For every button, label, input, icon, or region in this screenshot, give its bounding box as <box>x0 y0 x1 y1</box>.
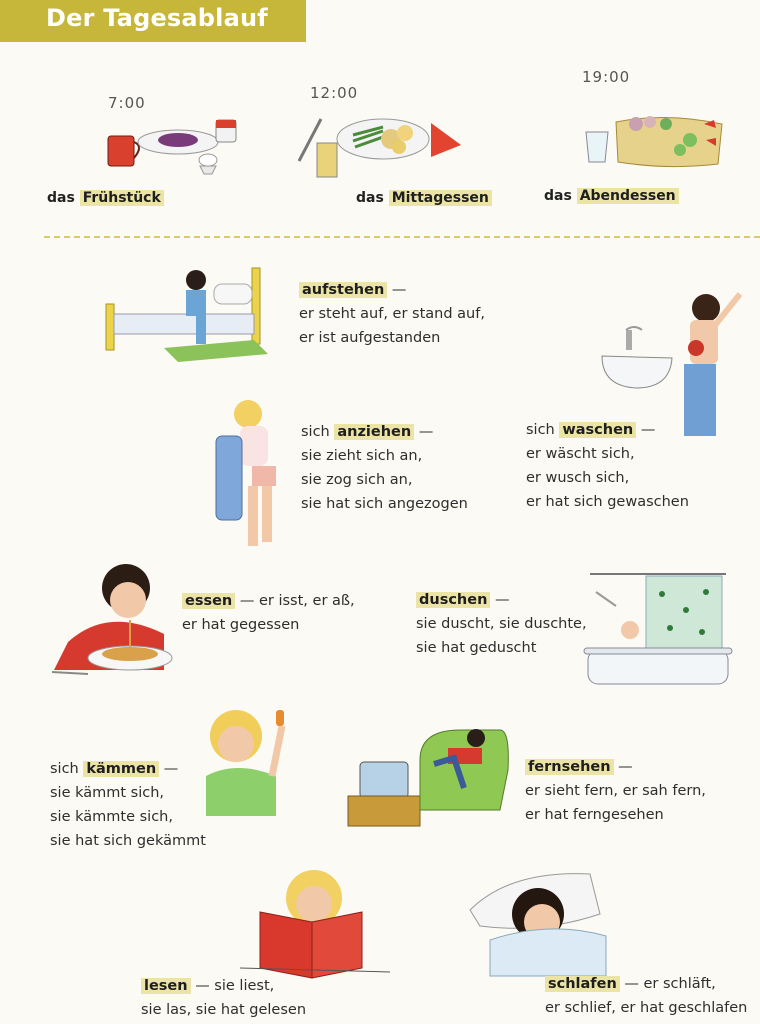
verb-highlight: lesen <box>141 978 191 994</box>
dashed-divider <box>44 236 760 238</box>
form-line: er schlief, er hat geschlafen <box>545 1000 748 1016</box>
entry-aufstehen <box>299 278 485 350</box>
entry-headline <box>526 418 689 442</box>
form-line: sie hat geduscht <box>416 640 537 656</box>
dinner-time: 19:00 <box>582 68 631 86</box>
form-line: sie zieht sich an, <box>301 448 423 464</box>
form-line: er hat ferngesehen <box>525 807 664 823</box>
verb-highlight: essen <box>182 593 235 609</box>
article: das <box>544 188 572 204</box>
form-line: er steht auf, er stand auf, <box>299 306 485 322</box>
dash: — <box>495 592 510 608</box>
form-line: sie hat sich angezogen <box>301 496 468 512</box>
dash: — <box>618 759 633 775</box>
form-line: sie hat sich gekämmt <box>50 833 206 849</box>
verb-highlight: schlafen <box>545 976 620 992</box>
dash: — <box>418 424 434 440</box>
meal-word: Mittagessen <box>389 190 492 206</box>
dash: — er isst, er aß, <box>239 593 355 609</box>
form-line: er hat gegessen <box>182 617 300 633</box>
breakfast-illustration <box>100 110 250 180</box>
lunch-illustration <box>295 105 470 185</box>
verb-highlight: fernsehen <box>525 759 614 775</box>
form-line: er wusch sich, <box>526 470 630 486</box>
lunch-time: 12:00 <box>310 84 359 102</box>
verb-highlight: duschen <box>416 592 490 608</box>
dinner-illustration <box>580 110 730 170</box>
form-line: er ist aufgestanden <box>299 330 441 346</box>
entry-headline <box>50 757 206 781</box>
combing-girl-illustration <box>200 706 300 816</box>
meal-word: Frühstück <box>80 190 164 206</box>
dash: — <box>163 761 179 777</box>
dash: — <box>640 422 656 438</box>
dressing-girl-illustration <box>212 396 292 556</box>
form-line: er wäscht sich, <box>526 446 635 462</box>
entry-kaemmen <box>50 757 206 853</box>
reading-girl-illustration <box>240 868 390 978</box>
verb-highlight: aufstehen <box>299 282 387 298</box>
meal-label-breakfast <box>47 190 164 206</box>
article: das <box>356 190 384 206</box>
dash: — <box>391 282 407 298</box>
entry-headline <box>301 420 468 444</box>
form-line: sie zog sich an, <box>301 472 413 488</box>
dash: — er schläft, <box>624 976 716 992</box>
breakfast-time: 7:00 <box>108 94 146 112</box>
form-line: er hat sich gewaschen <box>526 494 689 510</box>
meal-label-lunch <box>356 190 492 206</box>
reflexive-prefix: sich <box>50 761 79 777</box>
entry-anziehen <box>301 420 468 516</box>
meal-word: Abendessen <box>577 188 679 204</box>
article: das <box>47 190 75 206</box>
entry-waschen <box>526 418 689 514</box>
form-line: er sieht fern, er sah fern, <box>525 783 706 799</box>
entry-essen <box>182 589 355 637</box>
entry-schlafen <box>545 972 747 1020</box>
meal-label-dinner <box>544 188 679 204</box>
dash: — sie liest, <box>195 978 275 994</box>
verb-highlight: kämmen <box>83 761 159 777</box>
verb-highlight: waschen <box>559 422 636 438</box>
verb-highlight: anziehen <box>334 424 414 440</box>
entry-duschen <box>416 588 587 660</box>
entry-headline <box>141 974 306 998</box>
entry-headline <box>416 588 587 612</box>
entry-headline <box>182 589 355 613</box>
page-title: Der Tagesablauf <box>46 4 268 32</box>
shower-illustration <box>586 570 736 700</box>
form-line: sie las, sie hat gelesen <box>141 1002 307 1018</box>
entry-headline <box>525 755 706 779</box>
bed-illustration <box>104 258 274 378</box>
reflexive-prefix: sich <box>526 422 555 438</box>
entry-headline <box>545 972 747 996</box>
form-line: sie duscht, sie duschte, <box>416 616 587 632</box>
form-line: sie kämmte sich, <box>50 809 173 825</box>
eating-boy-illustration <box>48 562 198 682</box>
tv-armchair-illustration <box>344 720 514 840</box>
entry-fernsehen <box>525 755 706 827</box>
sleeping-boy-illustration <box>460 870 610 980</box>
reflexive-prefix: sich <box>301 424 330 440</box>
entry-headline <box>299 278 485 302</box>
entry-lesen <box>141 974 306 1022</box>
form-line: sie kämmt sich, <box>50 785 165 801</box>
